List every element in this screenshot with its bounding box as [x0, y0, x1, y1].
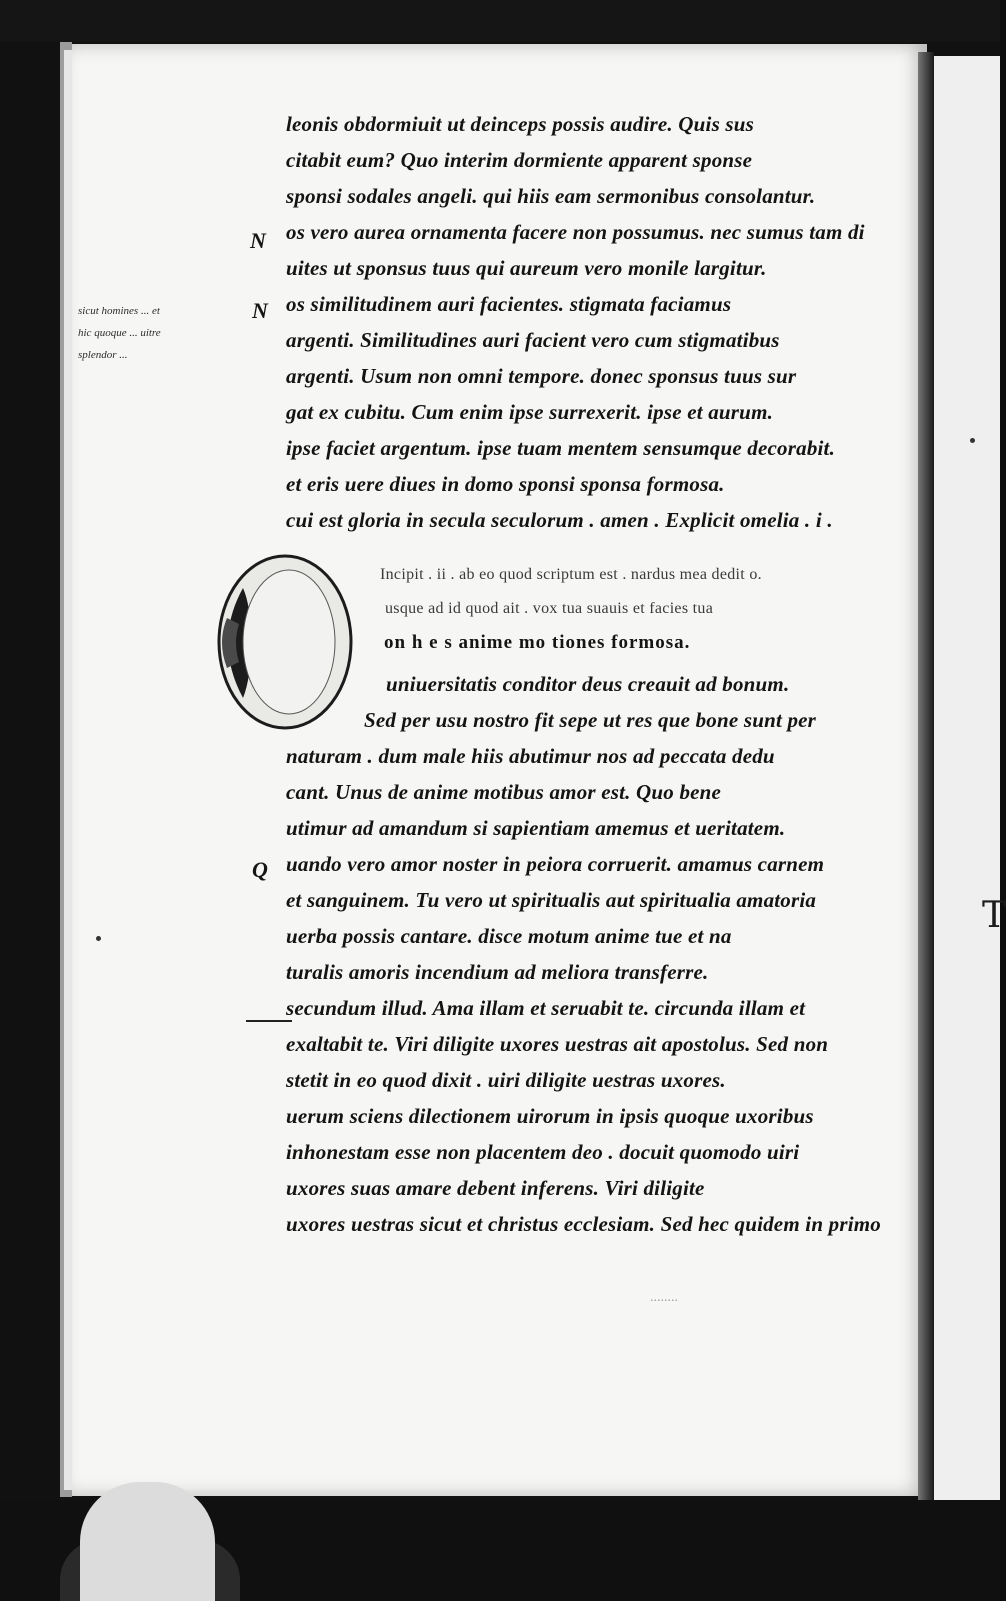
facing-page-letter: T: [982, 895, 1006, 936]
text-line: inhonestam esse non placentem deo . docuit quomodo uiri: [286, 1140, 800, 1164]
text-line: uniuersitatis conditor deus creauit ad bonum.: [386, 672, 790, 696]
text-line: sponsi sodales angeli. qui hiis eam sermonibus consolantur.: [286, 184, 816, 208]
page-stack-edge-light: [64, 50, 72, 1490]
text-line: leonis obdormiuit ut deinceps possis audire. Quis sus: [286, 112, 755, 136]
marginal-note-line: splendor ...: [78, 349, 128, 361]
facing-page-edge: [934, 56, 1000, 1506]
text-line: naturam . dum male hiis abutimur nos ad peccata dedu: [286, 744, 775, 768]
text-line: uerba possis cantare. disce motum anime tue et na: [286, 924, 732, 948]
offset-ink-trace: ........: [650, 1290, 678, 1305]
text-line: utimur ad amandum si sapientiam amemus et ueritatem.: [286, 816, 786, 840]
text-line: Sed per usu nostro fit sepe ut res que bone sunt per: [364, 708, 817, 732]
marginal-note: [78, 300, 268, 366]
text-line: secundum illud. Ama illam et seruabit te. circunda illam et: [286, 996, 806, 1020]
text-line: argenti. Similitudines auri facient vero cum stigmatibus: [286, 328, 780, 352]
marginal-initial: Q: [252, 857, 268, 882]
text-line: et eris uere diues in domo sponsi sponsa formosa.: [286, 472, 725, 496]
decorated-initial-o: [203, 548, 363, 736]
text-line: gat ex cubitu. Cum enim ipse surrexerit. ipse et aurum.: [286, 400, 774, 424]
text-line: os vero aurea ornamenta facere non possumus. nec sumus tam di: [286, 220, 865, 244]
text-line: uxores suas amare debent inferens. Viri diligite: [286, 1176, 705, 1200]
text-line: citabit eum? Quo interim dormiente apparent sponse: [286, 148, 753, 172]
text-line: stetit in eo quod dixit . uiri diligite uestras uxores.: [286, 1068, 726, 1092]
text-line: cant. Unus de anime motibus amor est. Quo bene: [286, 780, 722, 804]
marginal-initial: N: [250, 228, 266, 253]
text-line: ipse faciet argentum. ipse tuam mentem sensumque decorabit.: [286, 436, 836, 460]
text-line: uites ut sponsus tuus qui aureum vero monile largitur.: [286, 256, 767, 280]
text-line: os similitudinem auri facientes. stigmata faciamus: [286, 292, 732, 316]
text-line: argenti. Usum non omni tempore. donec sponsus tuus sur: [286, 364, 797, 388]
ink-speck: [96, 936, 101, 941]
marginal-note-line: sicut homines ... et: [78, 305, 160, 317]
rubric-usque: usque ad id quod ait . vox tua suauis et facies tua: [385, 600, 714, 617]
rubric-incipit: Incipit . ii . ab eo quod scriptum est . nardus mea dedit o.: [380, 566, 762, 583]
text-line: turalis amoris incendium ad meliora transferre.: [286, 960, 709, 984]
marginal-initial: N: [252, 298, 268, 323]
ink-speck: [970, 438, 975, 443]
text-line: cui est gloria in secula seculorum . amen . Explicit omelia . i .: [286, 508, 833, 532]
text-line: uerum sciens dilectionem uirorum in ipsis quoque uxoribus: [286, 1104, 814, 1128]
holding-thumb: [80, 1482, 215, 1601]
text-line: exaltabit te. Viri diligite uxores uestras ait apostolus. Sed non: [286, 1032, 829, 1056]
text-line: uxores uestras sicut et christus ecclesiam. Sed hec quidem in primo: [286, 1212, 882, 1236]
text-line: et sanguinem. Tu vero ut spiritualis aut spiritualia amatoria: [286, 888, 817, 912]
marginal-note-line: hic quoque ... uitre: [78, 327, 161, 339]
top-shadow: [0, 0, 1000, 42]
rubric-heading: on h e s anime mo tiones formosa.: [384, 632, 691, 653]
text-line: uando vero amor noster in peiora corruerit. amamus carnem: [286, 852, 825, 876]
binding-gutter: [918, 52, 934, 1507]
